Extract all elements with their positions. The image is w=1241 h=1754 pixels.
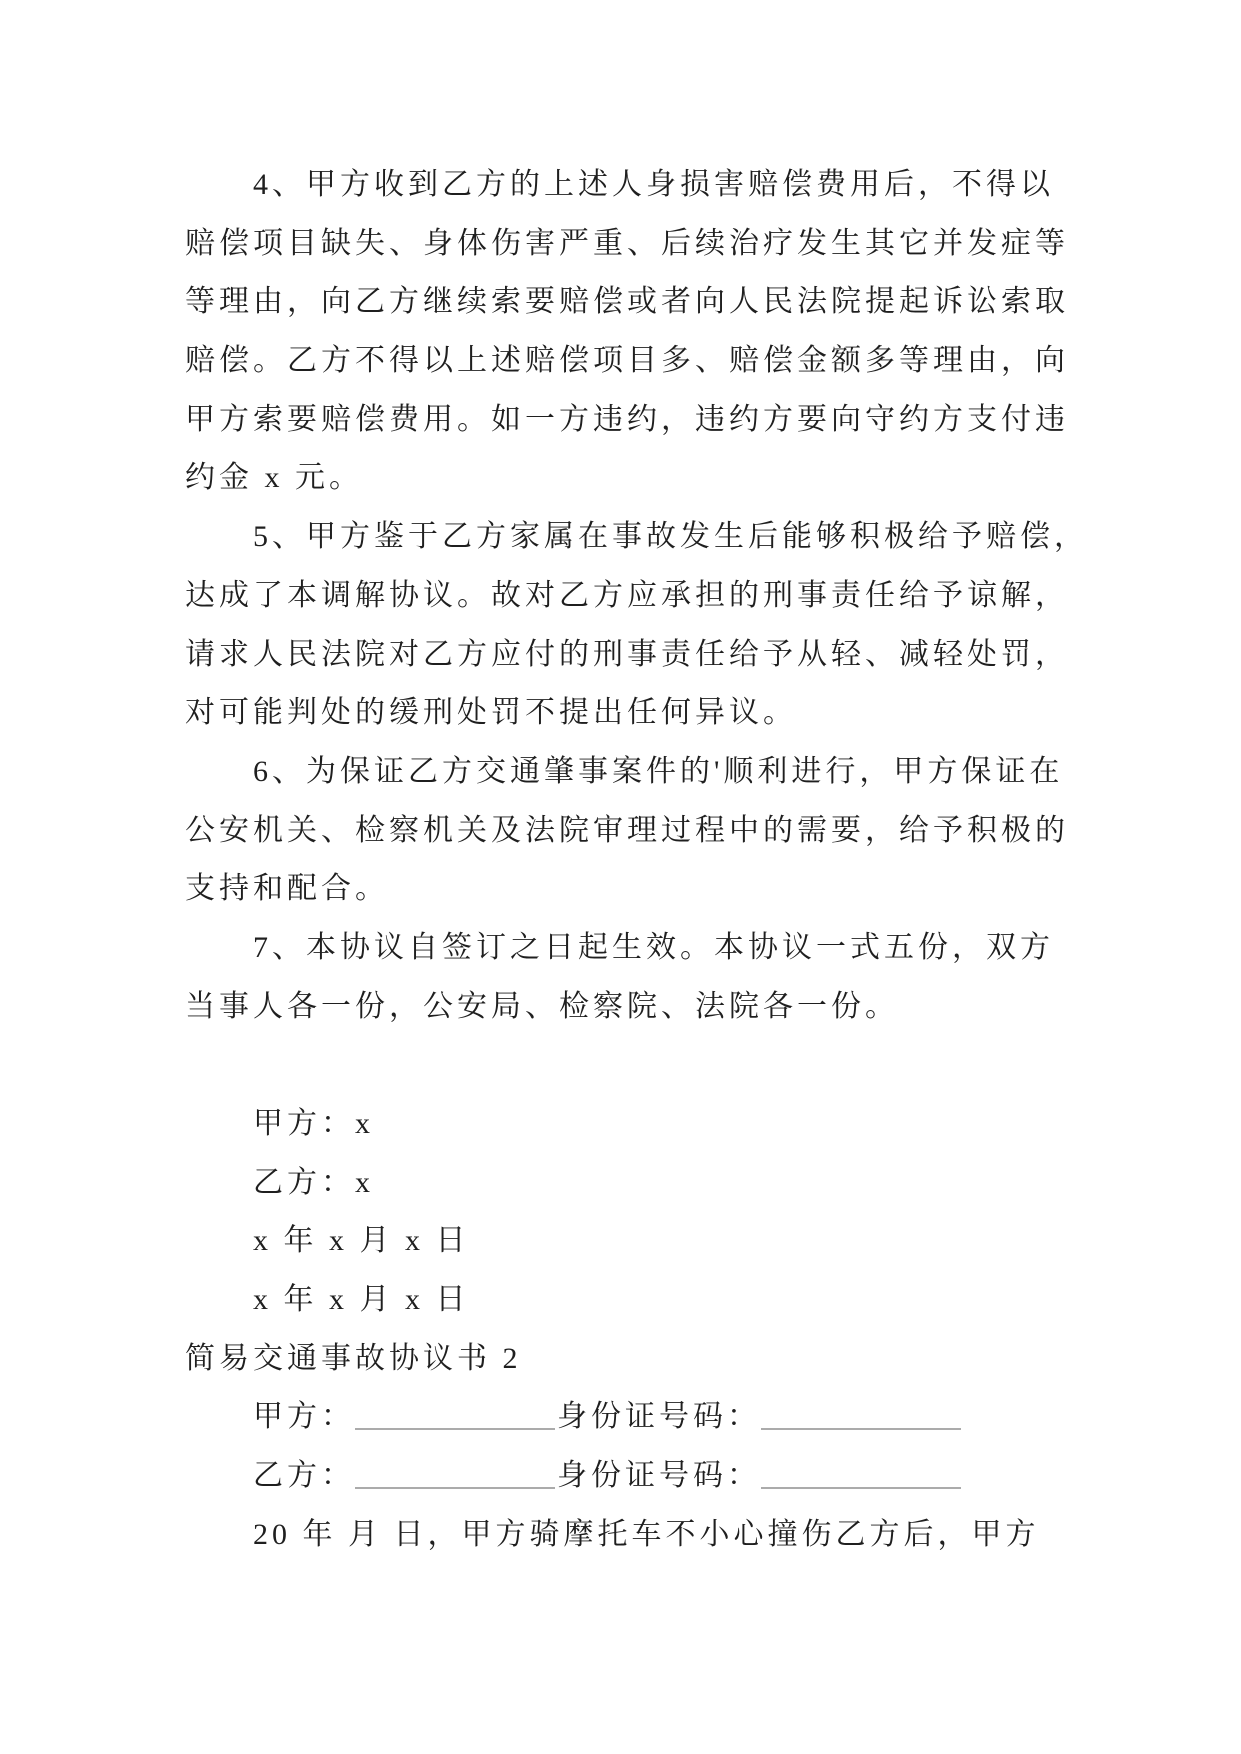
text-line: 等理由，向乙方继续索要赔偿或者向人民法院提起诉讼索取 bbox=[185, 285, 1069, 319]
party-a-name-blank-field bbox=[355, 1398, 555, 1430]
text-line: 达成了本调解协议。故对乙方应承担的刑事责任给予谅解， bbox=[185, 578, 1069, 612]
party-b-label: 乙方： bbox=[253, 1459, 355, 1493]
party-b-signature-line: 乙方：x bbox=[253, 1165, 374, 1199]
text-line: 约金 x 元。 bbox=[185, 461, 363, 495]
clause-7-line: 7、本协议自签订之日起生效。本协议一式五份，双方 bbox=[253, 930, 1054, 964]
date-line-2: x 年 x 月 x 日 bbox=[253, 1283, 470, 1317]
clause-6-line: 6、为保证乙方交通肇事案件的'顺利进行，甲方保证在 bbox=[253, 754, 1064, 788]
text-line: 请求人民法院对乙方应付的刑事责任给予从轻、减轻处罚， bbox=[185, 637, 1069, 671]
section-heading-2: 简易交通事故协议书 2 bbox=[185, 1341, 522, 1375]
clause-4-line: 4、甲方收到乙方的上述人身损害赔偿费用后，不得以 bbox=[253, 168, 1054, 201]
party-b-id-blank-field bbox=[761, 1457, 961, 1489]
text-line: 公安机关、检察机关及法院审理过程中的需要，给予积极的 bbox=[185, 813, 1069, 847]
clause-5-line: 5、甲方鉴于乙方家属在事故发生后能够积极给予赔偿， bbox=[253, 520, 1088, 554]
text-line: 对可能判处的缓刑处罚不提出任何异议。 bbox=[185, 696, 797, 730]
text-line: 支持和配合。 bbox=[185, 872, 389, 906]
text-line: 20 年 月 日，甲方骑摩托车不小心撞伤乙方后，甲方 bbox=[253, 1517, 1040, 1551]
party-b-name-blank-field bbox=[355, 1457, 555, 1489]
party-a-signature-line: 甲方：x bbox=[253, 1107, 374, 1140]
text-line: 赔偿项目缺失、身体伤害严重、后续治疗发生其它并发症等 bbox=[185, 226, 1069, 260]
party-a-id-blank-field bbox=[761, 1398, 961, 1430]
text-line: 甲方索要赔偿费用。如一方违约，违约方要向守约方支付违 bbox=[185, 402, 1069, 436]
party-b-form-line bbox=[185, 1447, 1071, 1506]
party-a-id-label: 身份证号码： bbox=[557, 1400, 761, 1434]
party-a-form-line bbox=[185, 1388, 1071, 1447]
date-line-1: x 年 x 月 x 日 bbox=[253, 1224, 470, 1258]
blank-line bbox=[185, 1036, 1071, 1095]
text-line: 当事人各一份，公安局、检察院、法院各一份。 bbox=[185, 989, 899, 1023]
party-b-id-label: 身份证号码： bbox=[557, 1459, 761, 1493]
text-line: 赔偿。乙方不得以上述赔偿项目多、赔偿金额多等理由，向 bbox=[185, 344, 1069, 378]
party-a-label: 甲方： bbox=[253, 1400, 355, 1434]
